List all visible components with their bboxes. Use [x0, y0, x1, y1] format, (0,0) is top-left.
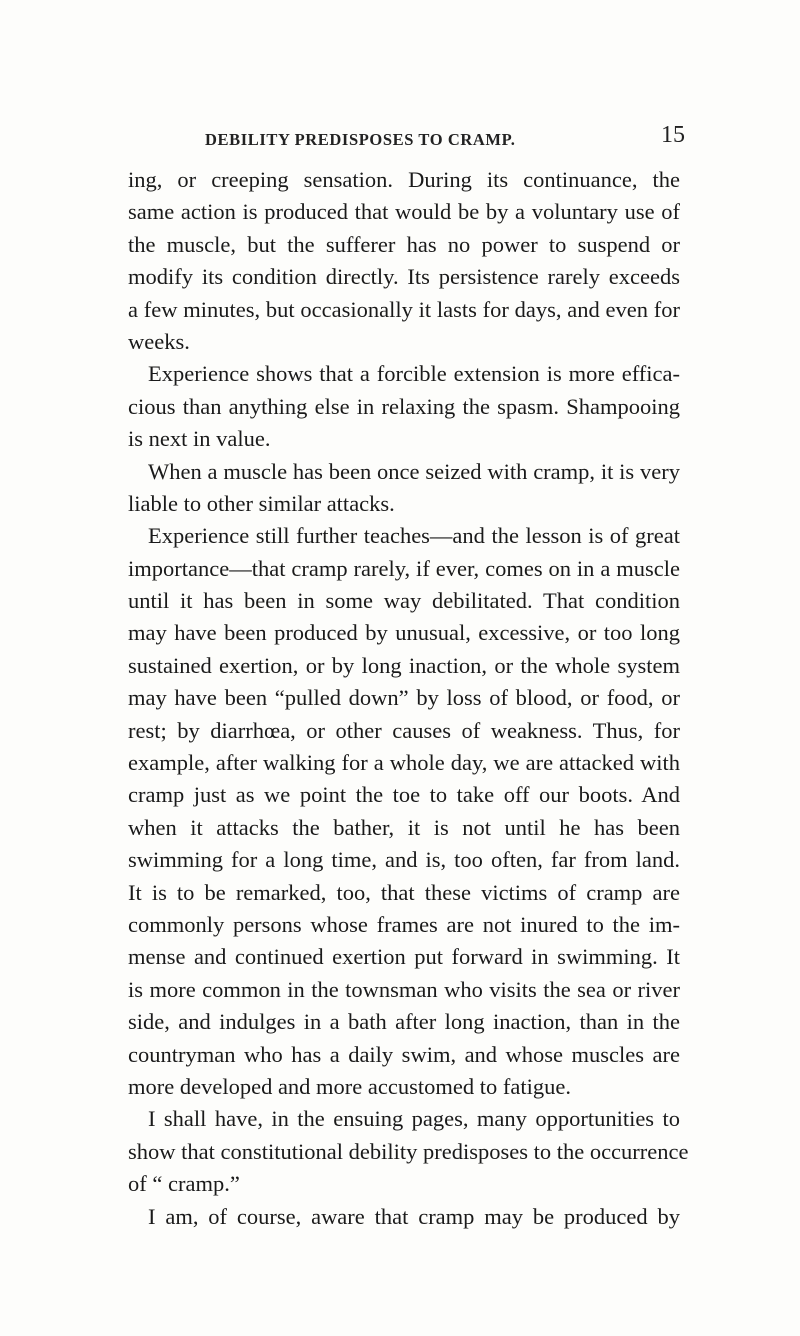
text-line: liable to other similar attacks.	[128, 490, 395, 516]
text-line: I am, of course, aware that cramp may be produced by	[148, 1203, 680, 1229]
running-head	[205, 122, 685, 154]
text-line: countryman who has a daily swim, and whose muscles are	[128, 1041, 680, 1067]
text-line: cramp just as we point the toe to take off our boots. And	[128, 782, 680, 808]
text-line: show that constitutional debility predisposes to the occurrence	[128, 1138, 689, 1164]
text-line: commonly persons whose frames are not inured to the im-	[128, 911, 680, 937]
text-line: ing, or creeping sensation. During its continuance, the	[128, 167, 680, 192]
text-line: swimming for a long time, and is, too often, far from land.	[128, 847, 680, 873]
running-title: DEBILITY PREDISPOSES TO CRAMP.	[205, 130, 516, 149]
text-line: is next in value.	[128, 426, 271, 452]
text-line: Experience still further teaches—and the lesson is of great	[148, 523, 680, 549]
text-line: until it has been in some way debilitated. That condition	[128, 588, 680, 614]
text-line: same action is produced that would be by a voluntary use of	[128, 199, 680, 225]
text-line: may have been produced by unusual, excessive, or too long	[128, 620, 680, 646]
text-line: of “ cramp.”	[128, 1171, 240, 1197]
text-line: may have been “pulled down” by loss of blood, or food, or	[128, 685, 680, 711]
text-line: the muscle, but the sufferer has no power to suspend or	[128, 231, 680, 257]
text-line: Experience shows that a forcible extension is more effica-	[148, 361, 680, 387]
text-line: example, after walking for a whole day, we are attacked with	[128, 750, 680, 776]
text-line: sustained exertion, or by long inaction, or the whole system	[128, 652, 680, 678]
body-text	[128, 164, 689, 1233]
text-line: importance—that cramp rarely, if ever, comes on in a muscle	[128, 555, 680, 581]
text-line: cious than anything else in relaxing the spasm. Shampooing	[128, 393, 680, 419]
text-line: I shall have, in the ensuing pages, many opportunities to	[148, 1106, 680, 1132]
text-line: It is to be remarked, too, that these victims of cramp are	[128, 879, 680, 905]
text-line: when it attacks the bather, it is not until he has been	[128, 814, 680, 840]
text-line: When a muscle has been once seized with cramp, it is very	[148, 458, 680, 484]
page-number: 15	[661, 122, 685, 148]
text-line: is more common in the townsman who visits the sea or river	[128, 976, 680, 1002]
text-line: rest; by diarrhœa, or other causes of weakness. Thus, for	[128, 717, 680, 743]
text-line: modify its condition directly. Its persistence rarely exceeds	[128, 264, 680, 290]
text-line: a few minutes, but occasionally it lasts for days, and even for	[128, 296, 680, 322]
text-line: weeks.	[128, 328, 190, 354]
text-line: side, and indulges in a bath after long inaction, than in the	[128, 1009, 680, 1035]
text-line: mense and continued exertion put forward in swimming. It	[128, 944, 680, 970]
text-line: more developed and more accustomed to fatigue.	[128, 1073, 571, 1099]
